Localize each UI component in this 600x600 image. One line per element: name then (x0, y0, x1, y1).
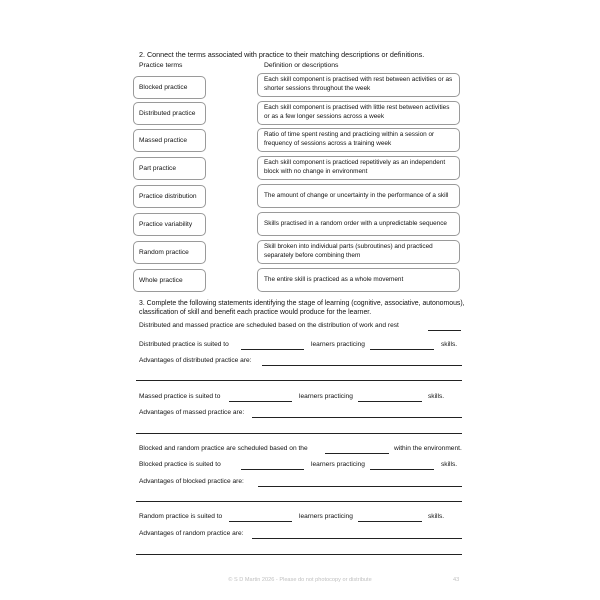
term-box: Distributed practice (133, 102, 206, 125)
advantages-distributed-label: Advantages of distributed practice are: (139, 357, 252, 364)
statement-distribution: Distributed and massed practice are scheduled based on the distribution of work and rest (139, 322, 399, 329)
answer-blank[interactable] (262, 365, 462, 366)
statement-random-suited: Random practice is suited to (139, 513, 223, 520)
statement-skills: skills. (441, 461, 458, 468)
term-box: Random practice (133, 241, 206, 264)
statement-within-environment: within the environment. (394, 445, 462, 452)
statement-massed-suited: Massed practice is suited to (139, 393, 221, 400)
definition-box: The amount of change or uncertainty in the performance of a skill (257, 184, 460, 208)
term-box: Blocked practice (133, 76, 206, 99)
answer-blank[interactable] (428, 330, 461, 331)
answer-blank[interactable] (370, 469, 434, 470)
answer-line[interactable] (136, 433, 462, 434)
page-number: 43 (453, 577, 460, 583)
statement-blocked-suited: Blocked practice is suited to (139, 461, 221, 468)
statement-learners-practicing: learners practicing (299, 513, 353, 520)
definition-box: Ratio of time spent resting and practicing within a session or frequency of sessions across a training week (257, 128, 460, 152)
definition-box: Skills practised in a random order with a unpredictable sequence (257, 212, 460, 236)
copyright-footer: © S D Martin 2026 - Please do not photocopy or distribute (228, 577, 372, 583)
definition-box: Skill broken into individual parts (subroutines) and practiced separately before combining them (257, 240, 460, 264)
answer-line[interactable] (136, 501, 462, 502)
question-3-title: 3. Complete the following statements identifying the stage of learning (cognitive, associative, autonomous), classification of skill and benefit each practice would produce for the learner. (139, 300, 465, 316)
practice-terms-header: Practice terms (139, 62, 183, 69)
term-box: Part practice (133, 157, 206, 180)
answer-blank[interactable] (325, 453, 389, 454)
statement-blocked-random: Blocked and random practice are scheduled based on the (139, 445, 308, 452)
answer-blank[interactable] (258, 486, 462, 487)
term-box: Practice variability (133, 213, 206, 236)
term-box: Massed practice (133, 129, 206, 152)
answer-blank[interactable] (358, 521, 422, 522)
definition-box: The entire skill is practiced as a whole movement (257, 268, 460, 292)
answer-blank[interactable] (358, 401, 422, 402)
statement-distributed-suited: Distributed practice is suited to (139, 341, 229, 348)
term-box: Practice distribution (133, 185, 206, 208)
answer-blank[interactable] (370, 349, 434, 350)
statement-skills: skills. (441, 341, 458, 348)
answer-blank[interactable] (229, 401, 292, 402)
answer-line[interactable] (136, 554, 462, 555)
definitions-header: Definition or descriptions (264, 62, 339, 69)
answer-blank[interactable] (252, 417, 462, 418)
answer-blank[interactable] (229, 521, 292, 522)
answer-blank[interactable] (241, 349, 304, 350)
statement-skills: skills. (428, 513, 445, 520)
question-2-title: 2. Connect the terms associated with practice to their matching descriptions or definitions. (139, 50, 425, 59)
answer-blank[interactable] (252, 538, 462, 539)
term-box: Whole practice (133, 269, 206, 292)
advantages-massed-label: Advantages of massed practice are: (139, 409, 245, 416)
definition-box: Each skill component is practised with little rest between activities or as a few longer sessions across a week (257, 101, 460, 125)
statement-learners-practicing: learners practicing (311, 461, 365, 468)
statement-learners-practicing: learners practicing (299, 393, 353, 400)
statement-learners-practicing: learners practicing (311, 341, 365, 348)
answer-blank[interactable] (241, 469, 304, 470)
statement-skills: skills. (428, 393, 445, 400)
definition-box: Each skill component is practised with rest between activities or as shorter sessions throughout the week (257, 73, 460, 97)
advantages-random-label: Advantages of random practice are: (139, 530, 244, 537)
advantages-blocked-label: Advantages of blocked practice are: (139, 478, 244, 485)
answer-line[interactable] (136, 380, 462, 381)
definition-box: Each skill component is practiced repetitively as an independent block with no change in environment (257, 156, 460, 180)
